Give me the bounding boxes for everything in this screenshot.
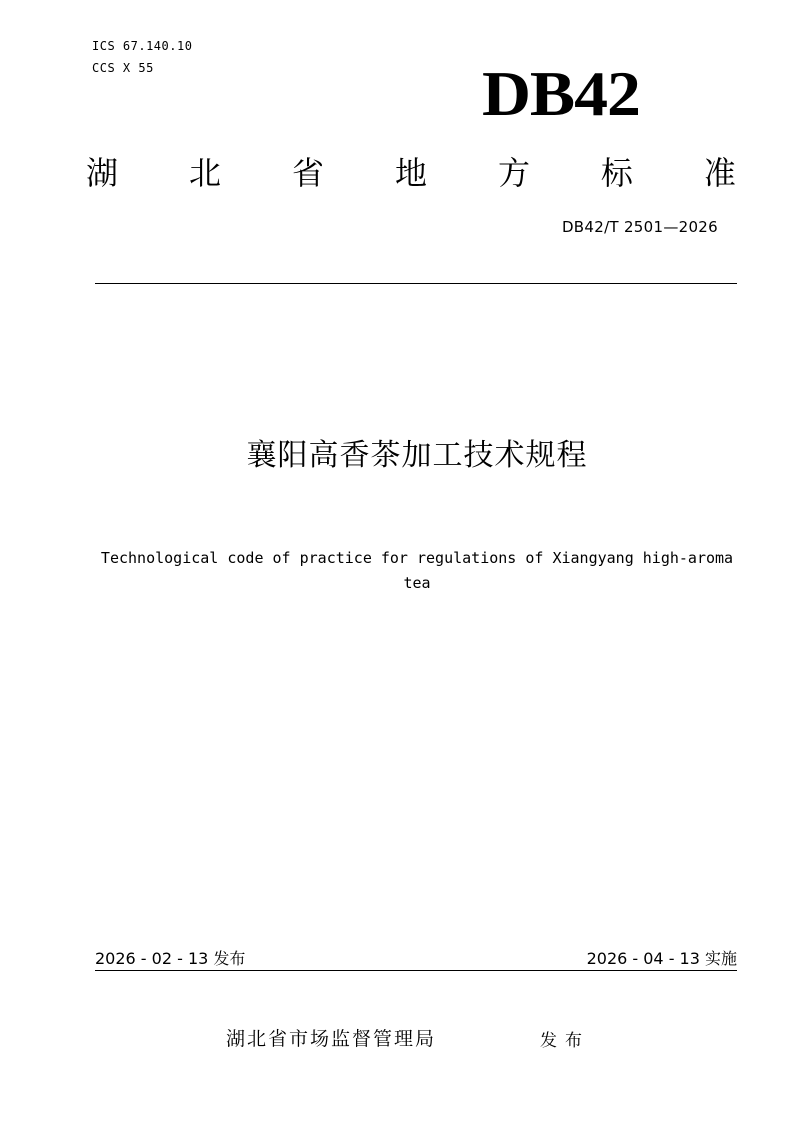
standard-name-char: 标 xyxy=(600,154,633,192)
ccs-code: CCS X 55 xyxy=(92,61,154,75)
standard-name-char: 地 xyxy=(394,154,427,192)
top-divider xyxy=(95,283,737,284)
db-logo: DB42 xyxy=(482,58,640,129)
bottom-divider xyxy=(95,970,737,971)
standard-name-char: 方 xyxy=(497,154,530,192)
issue-date: 2026 - 02 - 13 发布 xyxy=(95,949,246,968)
document-title-en: Technological code of practice for regulations of Xiangyang high-aroma tea xyxy=(100,549,734,592)
ics-code: ICS 67.140.10 xyxy=(92,39,193,53)
standard-name-char: 湖 xyxy=(86,154,119,192)
issuing-authority: 湖北省市场监督管理局 xyxy=(226,1028,437,1050)
standard-number: DB42/T 2501—2026 xyxy=(561,218,718,236)
standard-name-char: 准 xyxy=(703,154,736,192)
document-title-cn: 襄阳高香茶加工技术规程 xyxy=(246,438,588,473)
standard-name-char: 北 xyxy=(188,154,221,192)
standard-name xyxy=(86,150,736,196)
implementation-date: 2026 - 04 - 13 实施 xyxy=(586,949,737,968)
issue-label: 发布 xyxy=(540,1031,590,1051)
standard-name-char: 省 xyxy=(291,154,324,192)
